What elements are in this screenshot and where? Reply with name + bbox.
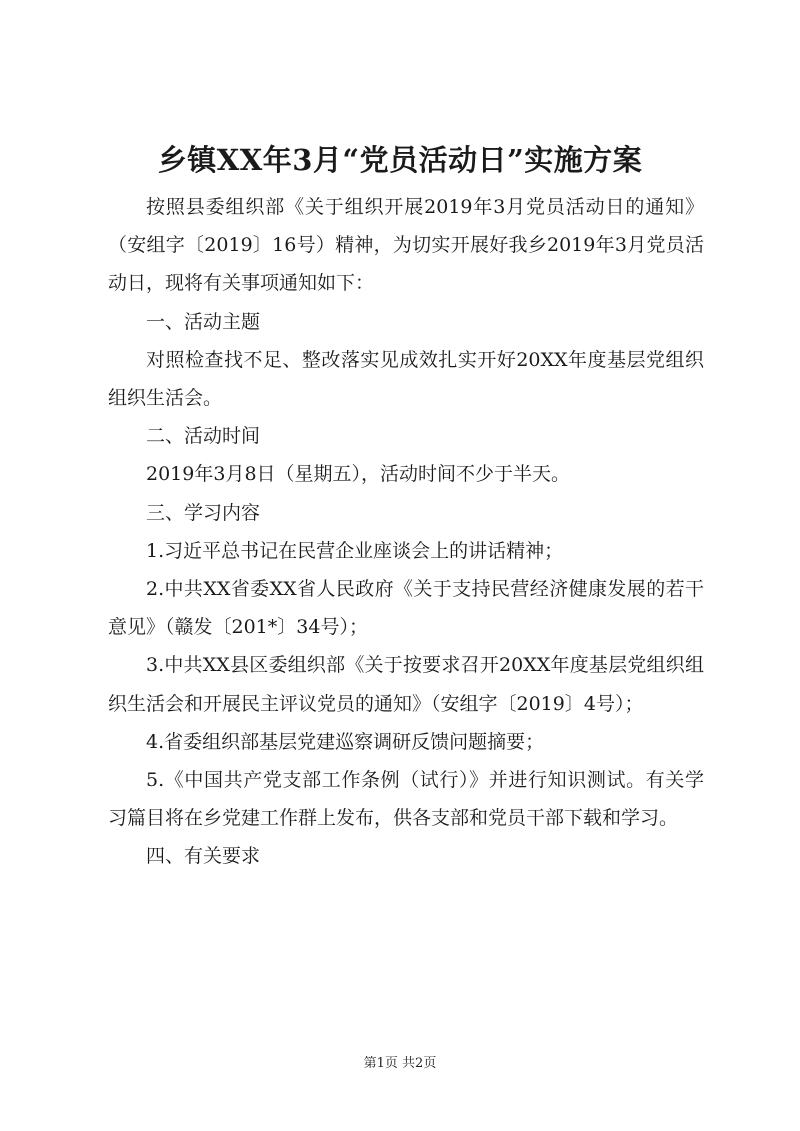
section-heading-requirements: 四、有关要求: [146, 845, 261, 868]
document-title: 乡镇XX年3月“党员活动日”实施方案: [157, 143, 643, 177]
study-item-5: 5.《中国共产党支部工作条例（试行）》并进行知识测试。有关学习篇目将在乡党建工作群上发布，供各支部和党员干部下载和学习。: [108, 769, 704, 830]
section-heading-study: 三、学习内容: [146, 501, 261, 524]
page-footer: 第1页 共2页: [363, 1056, 437, 1071]
study-item-1: 1.习近平总书记在民营企业座谈会上的讲话精神；: [146, 539, 564, 562]
time-paragraph: 2019年3月8日（星期五），活动时间不少于半天。: [146, 463, 571, 486]
document-body: [108, 188, 704, 876]
study-item-4: 4.省委组织部基层党建巡察调研反馈问题摘要；: [146, 730, 545, 753]
study-item-2: 2.中共XX省委XX省人民政府《关于支持民营经济健康发展的若干意见》（赣发〔201*〕34号）；: [108, 578, 704, 639]
study-item-3: 3.中共XX县区委组织部《关于按要求召开20XX年度基层党组织组织生活会和开展民主评议党员的通知》（安组字〔2019〕4号）；: [108, 654, 704, 715]
section-heading-theme: 一、活动主题: [146, 310, 261, 333]
section-heading-time: 二、活动时间: [146, 425, 261, 448]
theme-paragraph: 对照检查找不足、整改落实见成效扎实开好20XX年度基层党组织组织生活会。: [108, 348, 704, 410]
intro-paragraph: 按照县委组织部《关于组织开展2019年3月党员活动日的通知》（安组字〔2019〕16号）精神，为切实开展好我乡2019年3月党员活动日，现将有关事项通知如下：: [108, 196, 704, 295]
